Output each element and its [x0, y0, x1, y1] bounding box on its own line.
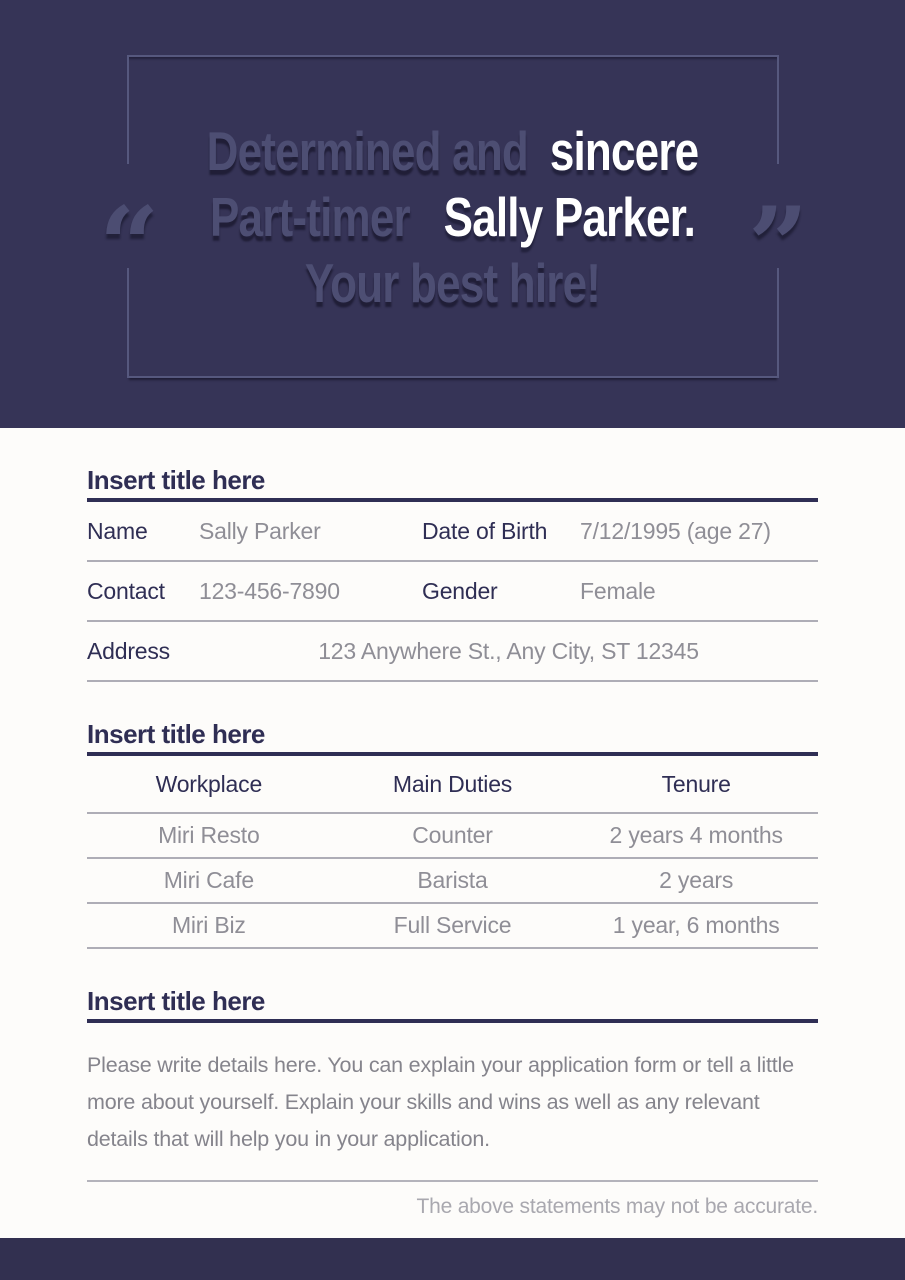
experience-header-row	[87, 756, 818, 814]
experience-section-title: Insert title here	[87, 719, 265, 749]
workplace-cell: Miri Cafe	[163, 867, 254, 893]
workplace-cell: Miri Resto	[158, 822, 260, 848]
contact-value: 123-456-7890	[199, 577, 340, 604]
workplace-cell: Miri Biz	[171, 912, 246, 938]
quote-line-1	[207, 118, 699, 184]
main-duties-cell: Counter	[412, 822, 493, 848]
tenure-cell: 1 year, 6 months	[612, 912, 780, 938]
open-quote-icon	[99, 164, 160, 307]
dob-value: 7/12/1995 (age 27)	[580, 517, 771, 544]
quote-line-3-muted: Your best hire!	[304, 251, 601, 314]
profile-section-title: Insert title here	[87, 465, 265, 495]
experience-row-3	[87, 904, 818, 949]
quote-line-2-muted: Part-timer	[209, 185, 410, 248]
contact-label: Contact	[87, 577, 165, 604]
profile-row-address	[87, 622, 818, 682]
main-duties-cell: Full Service	[393, 912, 512, 938]
footer-strip	[0, 1238, 905, 1280]
close-quote-glyph: ”	[748, 183, 809, 307]
workplace-column-header: Workplace	[155, 770, 263, 797]
disclaimer-divider	[87, 1180, 818, 1182]
dob-label: Date of Birth	[422, 517, 548, 544]
disclaimer-text: The above statements may not be accurate.	[416, 1194, 818, 1218]
address-label: Address	[87, 637, 170, 664]
form-content	[87, 428, 818, 1219]
details-paragraph: Please write details here. You can explain your application form or tell a little more about yourself. Explain your skills and wins as well as any relevant details that will help you in your application.	[87, 1053, 794, 1151]
header-banner	[0, 0, 905, 428]
name-label: Name	[87, 517, 148, 544]
tenure-cell: 2 years	[659, 867, 734, 893]
quote-line-1-accent: sincere	[549, 119, 699, 182]
gender-value: Female	[580, 577, 656, 604]
main-duties-cell: Barista	[417, 867, 488, 893]
gender-label: Gender	[422, 577, 498, 604]
quote-line-2	[210, 184, 695, 250]
quote-text	[91, 55, 815, 378]
details-section-title: Insert title here	[87, 986, 265, 1016]
quote-line-1-muted: Determined and	[206, 119, 528, 182]
profile-row-name-dob	[87, 502, 818, 562]
main-duties-column-header: Main Duties	[392, 770, 513, 797]
tenure-cell: 2 years 4 months	[609, 822, 783, 848]
profile-row-contact-gender	[87, 562, 818, 622]
address-value: 123 Anywhere St., Any City, ST 12345	[318, 637, 699, 664]
name-value: Sally Parker	[199, 517, 321, 544]
close-quote-icon	[748, 164, 809, 307]
details-section-rule	[87, 1019, 818, 1023]
quote-line-2-accent: Sally Parker.	[443, 185, 696, 248]
tenure-column-header: Tenure	[661, 770, 731, 797]
experience-row-2	[87, 859, 818, 904]
quote-line-3	[305, 250, 600, 316]
open-quote-glyph: “	[99, 183, 160, 307]
experience-row-1	[87, 814, 818, 859]
